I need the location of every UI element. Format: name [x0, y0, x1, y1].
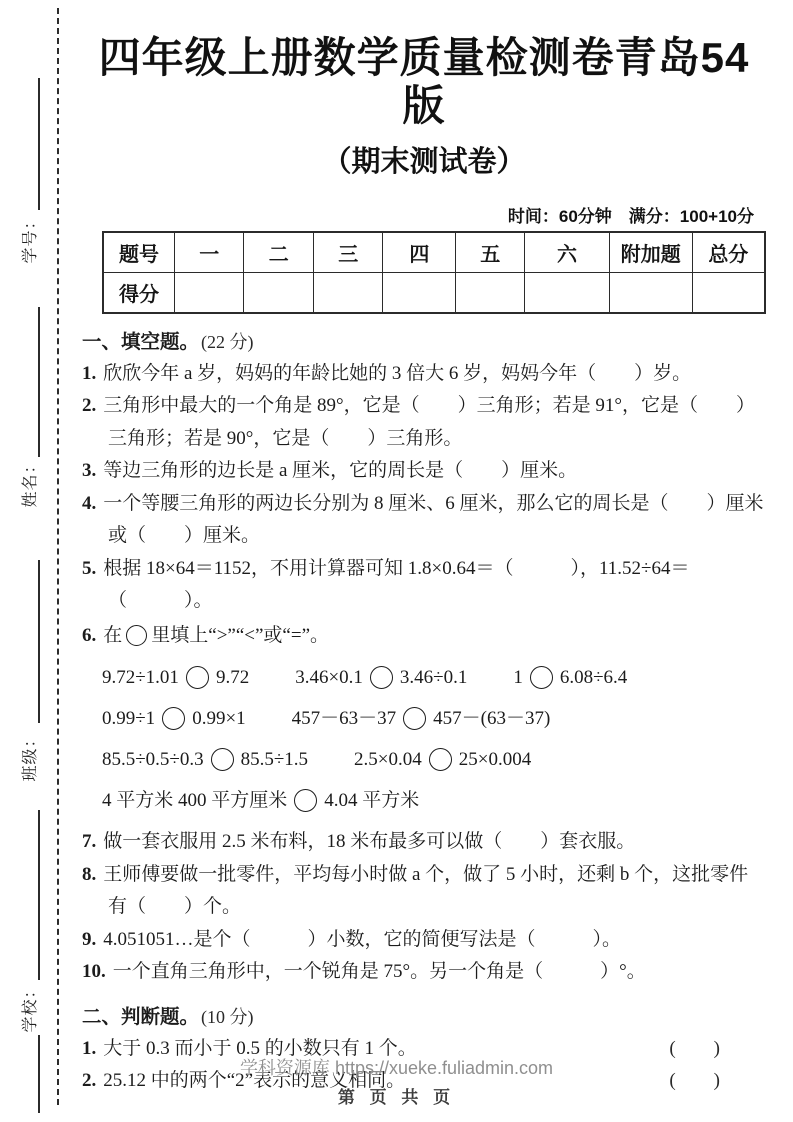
comparison-circle-icon — [294, 789, 317, 812]
fill-question-4: 4. 一个等腰三角形的两边长分别为 8 厘米、6 厘米，那么它的周长是（ ）厘米或（ ）厘米。 — [82, 492, 764, 547]
comparison-circle-icon — [403, 707, 426, 730]
score-row-label: 得分 — [103, 272, 174, 313]
student-name-line — [38, 307, 40, 457]
student-info-sidebar — [0, 0, 80, 1122]
comparison-circle-icon — [429, 748, 452, 771]
score-table-header-row — [103, 232, 765, 273]
score-cell — [383, 272, 456, 313]
judge-question-text: 1. 大于 0.3 而小于 0.5 的小数只有 1 个。 — [82, 1037, 417, 1059]
fill-question-3: 3. 等边三角形的边长是 a 厘米，它的周长是（ ）厘米。 — [82, 460, 578, 482]
judge-answer-blank: ( ) — [669, 1037, 720, 1059]
fill-question-7: 7. 做一套衣服用 2.5 米布料，18 米布最多可以做（ ）套衣服。 — [82, 831, 636, 853]
score-cell — [525, 272, 610, 313]
score-cell — [692, 272, 765, 313]
comparison-pair: 85.5÷0.5÷0.3 85.5÷1.5 — [102, 749, 309, 771]
section2-title: 二、判断题。 (10 分) — [82, 1006, 254, 1028]
page-number-text: 第 页 共 页 — [337, 1088, 456, 1107]
fill-question-1: 1. 欣欣今年 a 岁，妈妈的年龄比她的 3 倍大 6 岁，妈妈今年（ ）岁。 — [82, 362, 692, 384]
fill-question-10: 10. 一个直角三角形中，一个锐角是 75°。另一个角是（ ）°。 — [82, 961, 646, 983]
score-cell — [244, 272, 314, 313]
school-line — [38, 810, 40, 980]
comparison-row-1 — [102, 662, 766, 693]
judge-question-text: 2. 25.12 中的两个“2”表示的意义相同。 — [82, 1070, 406, 1092]
comparison-circle-icon — [370, 666, 393, 689]
fill-question-2: 2. 三角形中最大的一个角是 89°，它是（ ）三角形；若是 91°，它是（ ）三角形；若是 90°，它是（ ）三角形。 — [82, 395, 755, 449]
page-title: 四年级上册数学质量检测卷青岛54版 — [98, 34, 750, 130]
score-table-score-row — [103, 272, 765, 313]
score-col-header: 三 — [313, 232, 383, 273]
class-label: 班级： — [22, 730, 39, 782]
score-col-header: 五 — [456, 232, 525, 273]
fold-dashed-line — [57, 8, 59, 1105]
comparison-row-4 — [102, 785, 766, 816]
comparison-circle-icon — [186, 666, 209, 689]
comparison-pair: 0.99÷1 0.99×1 — [102, 708, 246, 730]
score-col-header: 总分 — [692, 232, 765, 273]
fill-question-5: 5. 根据 18×64＝1152，不用计算器可知 1.8×0.64＝（ ），11.52÷64＝（ ）。 — [82, 557, 690, 612]
fill-question-9: 9. 4.051051…是个（ ）小数，它的简便写法是（ ）。 — [82, 928, 622, 950]
comparison-pair: 1 6.08÷6.4 — [513, 667, 628, 689]
comparison-circle-icon — [162, 707, 185, 730]
score-col-header: 四 — [383, 232, 456, 273]
score-cell — [313, 272, 383, 313]
fill-question-8: 8. 王师傅要做一批零件，平均每小时做 a 个，做了 5 小时，还剩 b 个，这批零件有（ ）个。 — [82, 863, 749, 918]
comparison-row-2 — [102, 703, 766, 734]
school-label: 学校： — [22, 981, 39, 1033]
fill-question-6: 6. 在 里填上“>”“<”或“=”。 — [82, 624, 330, 646]
exam-content — [82, 0, 766, 1098]
score-cell — [174, 272, 244, 313]
student-name-label: 姓名： — [22, 456, 39, 508]
resource-source-text: 学科资源库 https://xueke.fuliadmin.com — [239, 1058, 554, 1078]
score-col-header: 一 — [174, 232, 244, 273]
student-number-label: 学号： — [22, 212, 39, 264]
comparison-pair: 4 平方米 400 平方厘米 4.04 平方米 — [102, 790, 420, 812]
comparison-circle-icon — [126, 625, 147, 646]
judge-answer-blank: ( ) — [669, 1070, 720, 1092]
comparison-pair: 457－63－37 457－(63－37) — [291, 708, 551, 730]
score-col-header: 附加题 — [609, 232, 692, 273]
score-cell — [456, 272, 525, 313]
page-footer — [0, 1054, 793, 1108]
score-cell — [609, 272, 692, 313]
class-line — [38, 560, 40, 723]
comparison-row-3 — [102, 744, 766, 775]
section1-title: 一、填空题。 (22 分) — [82, 331, 254, 353]
exam-time-score-meta: 时间：60分钟 满分：100+10分 — [507, 206, 754, 226]
score-col-header: 六 — [525, 232, 610, 273]
comparison-circle-icon — [211, 748, 234, 771]
comparison-circle-icon — [530, 666, 553, 689]
comparison-pair: 3.46×0.1 3.46÷0.1 — [295, 667, 468, 689]
comparison-pair: 9.72÷1.01 9.72 — [102, 667, 250, 689]
score-table — [102, 231, 766, 314]
score-col-header: 题号 — [103, 232, 174, 273]
score-col-header: 二 — [244, 232, 314, 273]
student-number-line — [38, 78, 40, 210]
comparison-pair: 2.5×0.04 25×0.004 — [354, 749, 532, 771]
page-subtitle: （期末测试卷） — [322, 145, 526, 178]
